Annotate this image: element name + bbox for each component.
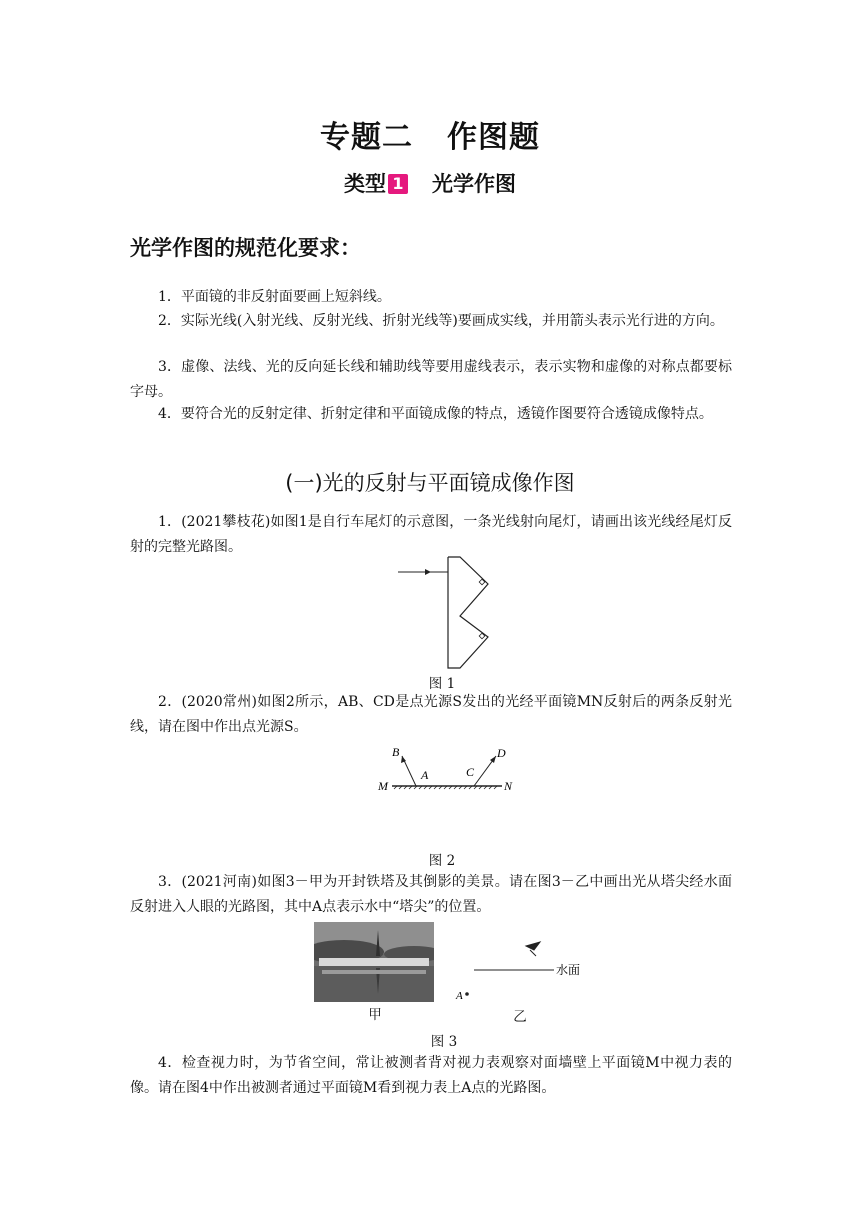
figure-3-sub-caption-yi: 乙 — [513, 1009, 527, 1025]
type-label: 类型 — [344, 172, 386, 196]
section-title: (一)光的反射与平面镜成像作图 — [285, 471, 575, 495]
label-M: M — [378, 779, 388, 793]
requirement-1: 1．平面镜的非反射面要画上短斜线。 — [158, 289, 391, 305]
page-title: 专题二 作图题 — [320, 120, 540, 155]
figure-3-water-diagram — [450, 940, 590, 1010]
figure-3-sub-caption-jia: 甲 — [368, 1007, 382, 1023]
water-surface-label: 水面 — [556, 963, 581, 977]
figure-2-caption: 图 2 — [428, 853, 456, 869]
label-C: C — [466, 765, 475, 779]
point-A-label: A — [456, 990, 463, 1002]
figure-3-photo-tower-reflection — [314, 922, 434, 1002]
type-name: 光学作图 — [432, 172, 516, 196]
eye-icon — [526, 942, 540, 956]
figure-1-tail-light-diagram — [396, 555, 496, 670]
figure-1-caption: 图 1 — [428, 676, 456, 692]
label-N: N — [504, 779, 513, 793]
label-A: A — [421, 768, 429, 782]
type-subtitle — [0, 168, 860, 198]
figure-2-mirror-diagram — [378, 742, 518, 797]
requirements-heading: 光学作图的规范化要求： — [130, 236, 361, 260]
question-1-text: 1．(2021攀枝花)如图1是自行车尾灯的示意图，一条光线射向尾灯，请画出该光线经尾灯反射的完整光路图。 — [130, 514, 732, 555]
requirement-2: 2．实际光线(入射光线、反射光线、折射光线等)要画成实线，并用箭头表示光行进的方向。 — [158, 313, 724, 329]
point-A-dot — [465, 992, 469, 996]
requirement-3: 3．虚像、法线、光的反向延长线和辅助线等要用虚线表示，表示实物和虚像的对称点都要标字母。 — [130, 359, 732, 400]
label-D: D — [497, 746, 506, 760]
requirement-4: 4．要符合光的反射定律、折射定律和平面镜成像的特点，透镜作图要符合透镜成像特点。 — [158, 406, 713, 422]
question-3-text: 3．(2021河南)如图3－甲为开封铁塔及其倒影的美景。请在图3－乙中画出光从塔尖经水面反射进入人眼的光路图，其中A点表示水中“塔尖”的位置。 — [130, 874, 732, 915]
type-number-badge: 1 — [388, 174, 408, 194]
figure-3-caption: 图 3 — [430, 1034, 458, 1050]
question-2-text: 2．(2020常州)如图2所示，AB、CD是点光源S发出的光经平面镜MN反射后的两条反射光线，请在图中作出点光源S。 — [130, 694, 732, 735]
question-4-text: 4．检查视力时，为节省空间，常让被测者背对视力表观察对面墙壁上平面镜M中视力表的像。请在图4中作出被测者通过平面镜M看到视力表上A点的光路图。 — [130, 1055, 732, 1096]
label-B: B — [392, 745, 400, 759]
